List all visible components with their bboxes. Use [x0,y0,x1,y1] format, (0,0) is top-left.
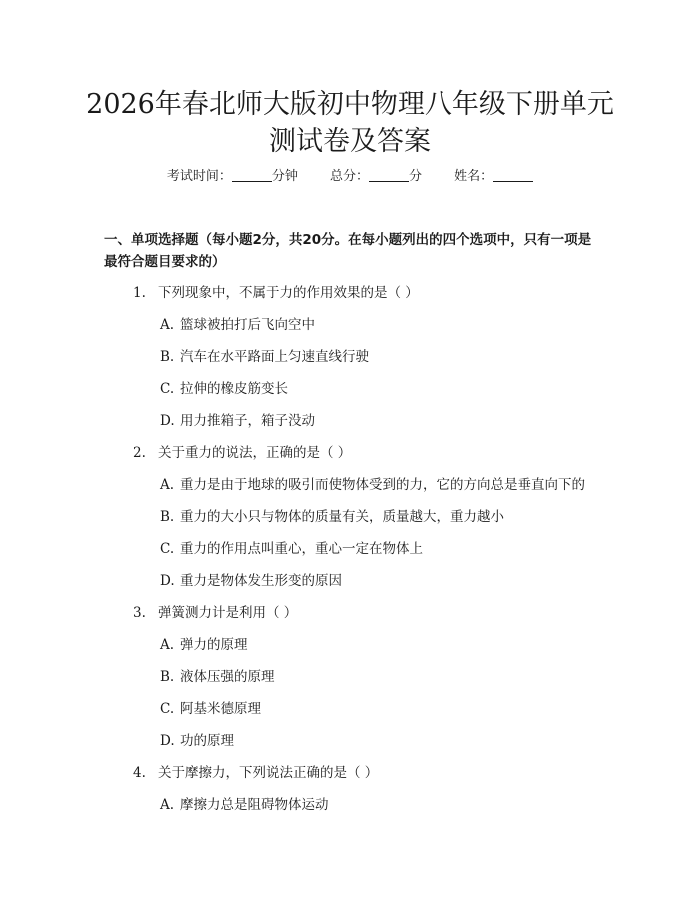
option-letter: A. [160,477,175,493]
option-letter: B. [160,669,175,685]
option-letter: C. [160,381,175,397]
question-3-option-b [160,667,275,687]
question-1 [133,283,419,303]
question-2-option-c [160,539,423,559]
option-text: 重力的作用点叫重心，重心一定在物体上 [180,541,423,557]
option-text: 功的原理 [180,733,234,749]
exam-title-line-1: 2026年春北师大版初中物理八年级下册单元 [86,89,614,120]
option-text: 重力的大小只与物体的质量有关，质量越大，重力越小 [180,509,504,525]
question-1-option-b [160,347,369,367]
exam-time-label: 考试时间： [166,169,232,184]
question-number: 2. [133,445,146,461]
exam-title-line-2: 测试卷及答案 [269,126,431,157]
option-text: 重力是物体发生形变的原因 [180,573,342,589]
student-name-label: 姓名： [454,169,494,184]
total-score-unit: 分 [409,169,423,184]
question-number: 1. [133,285,146,301]
exam-meta-row [0,167,700,187]
question-2-option-d [160,571,342,591]
option-letter: A. [160,317,175,333]
question-3-option-d [160,731,234,751]
option-text: 弹力的原理 [180,637,248,653]
total-score-field [330,167,422,187]
option-text: 重力是由于地球的吸引而使物体受到的力，它的方向总是垂直向下的 [180,477,585,493]
option-text: 阿基米德原理 [180,701,261,717]
option-letter: B. [160,349,175,365]
option-text: 拉伸的橡皮筋变长 [180,381,288,397]
option-text: 篮球被拍打后飞向空中 [180,317,315,333]
option-text: 摩擦力总是阻碍物体运动 [180,797,329,813]
question-2 [133,443,351,463]
question-4 [133,763,378,783]
option-letter: D. [160,413,175,429]
section-heading: 一、单项选择题（每小题2分，共20分。在每小题列出的四个选项中，只有一项是最符合题目要求的） [104,232,592,270]
option-letter: D. [160,733,175,749]
option-letter: B. [160,509,175,525]
option-letter: C. [160,541,175,557]
option-letter: D. [160,573,175,589]
question-2-option-b [160,507,504,527]
question-text: 关于重力的说法，正确的是（ ） [158,445,352,461]
exam-time-field [167,167,298,187]
question-3-option-c [160,699,261,719]
question-number: 3. [133,605,146,621]
total-score-blank [369,168,409,182]
option-text: 液体压强的原理 [180,669,275,685]
student-name-field [454,167,533,187]
question-3 [133,603,297,623]
question-text: 关于摩擦力，下列说法正确的是（ ） [158,765,379,781]
question-text: 弹簧测力计是利用（ ） [158,605,298,621]
question-text: 下列现象中，不属于力的作用效果的是（ ） [158,285,419,301]
option-text: 汽车在水平路面上匀速直线行驶 [180,349,369,365]
exam-time-blank [232,168,272,182]
question-1-option-a [160,315,315,335]
option-letter: A. [160,637,175,653]
question-3-option-a [160,635,248,655]
total-score-label: 总分： [329,169,369,184]
question-2-option-a [160,475,585,495]
question-1-option-c [160,379,288,399]
option-letter: A. [160,797,175,813]
option-text: 用力推箱子，箱子没动 [180,413,315,429]
question-number: 4. [133,765,146,781]
question-1-option-d [160,411,315,431]
question-4-option-a [160,795,329,815]
student-name-blank [493,168,533,182]
exam-time-unit: 分钟 [271,169,298,184]
option-letter: C. [160,701,175,717]
